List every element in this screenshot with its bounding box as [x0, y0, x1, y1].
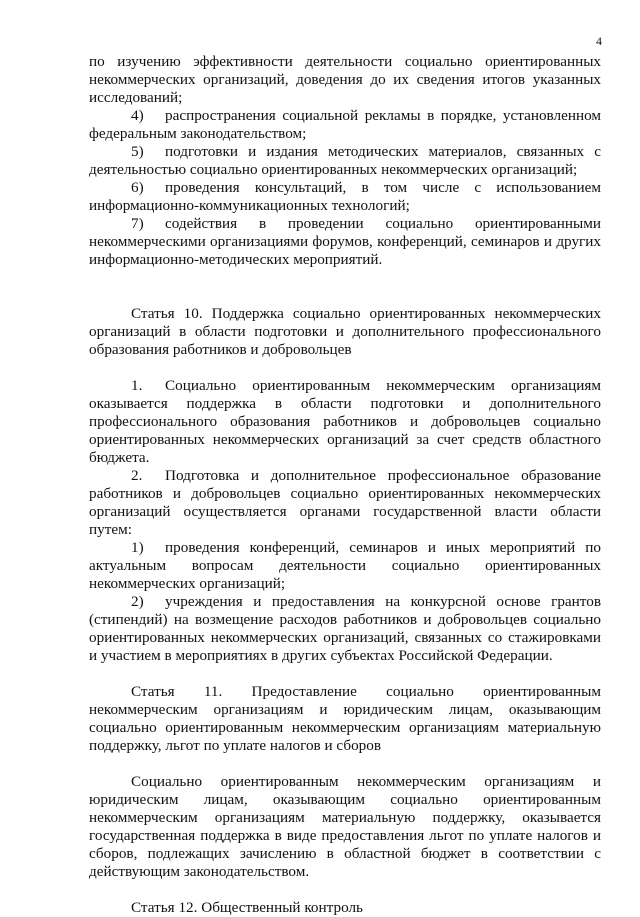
- article-10-heading: Статья 10. Поддержка социально ориентированных некоммерческих организаций в области подготовки и дополнительного профессионального образования работников и добровольцев: [89, 305, 601, 358]
- list-item-text: распространения социальной рекламы в порядке, установленном федеральным законодательством;: [89, 107, 601, 142]
- paragraph-number: 1.: [131, 377, 143, 394]
- article-12-heading: Статья 12. Общественный контроль: [131, 899, 363, 916]
- document-body: [89, 53, 601, 917]
- article-11-body: Социально ориентированным некоммерческим организациям и юридическим лицам, оказывающим социально ориентированным некоммерческим организациям материальную поддержку, оказывается государственная поддержка в виде предоставления льгот по уплате налогов и сборов, подлежащих зачислению в областной бюджет в соответствии с действующим законодательством.: [89, 773, 601, 880]
- list-item-text: проведения конференций, семинаров и иных мероприятий по актуальным вопросам деятельности социально ориентированных некоммерческих организаций;: [89, 539, 601, 592]
- list-item-number: 7): [131, 215, 144, 232]
- page-number: 4: [596, 34, 602, 48]
- continuation-paragraph: по изучению эффективности деятельности социально ориентированных некоммерческих организаций, доведения до их сведения итогов указанных исследований;: [89, 53, 601, 106]
- list-item: [89, 539, 601, 593]
- list-item: [89, 143, 601, 179]
- article-10-paragraph: [89, 467, 601, 539]
- paragraph-text: Подготовка и дополнительное профессиональное образование работников и добровольцев социально ориентированных некоммерческих организаций осуществляется органами государственной власти области путем:: [89, 467, 601, 538]
- list-item-number: 2): [131, 593, 144, 610]
- list-item: [89, 215, 601, 269]
- list-item: [89, 107, 601, 143]
- article-10-paragraph: [89, 377, 601, 467]
- paragraph-number: 2.: [131, 467, 143, 484]
- list-item-text: подготовки и издания методических материалов, связанных с деятельностью социально ориентированных некоммерческих организаций;: [89, 143, 601, 178]
- article-11-heading: Статья 11. Предоставление социально ориентированным некоммерческим организациям и юридическим лицам, оказывающим социально ориентированным некоммерческим организациям материальную поддержку, льгот по уплате налогов и сборов: [89, 683, 601, 754]
- list-item-number: 6): [131, 179, 144, 196]
- list-item: [89, 179, 601, 215]
- list-item-number: 1): [131, 539, 144, 556]
- list-item-number: 4): [131, 107, 144, 124]
- paragraph-text: Социально ориентированным некоммерческим организациям оказывается поддержка в области подготовки и дополнительного профессионального образования работников и добровольцев социально ориентированных некоммерческих организаций за счет средств областного бюджета.: [89, 377, 601, 466]
- list-item-text: содействия в проведении социально ориентированными некоммерческими организациями форумов, конференций, семинаров и других информационно-методических мероприятий.: [89, 215, 601, 268]
- list-item-text: проведения консультаций, в том числе с использованием информационно-коммуникационных технологий;: [89, 179, 601, 214]
- list-item: [89, 593, 601, 665]
- list-item-text: учреждения и предоставления на конкурсной основе грантов (стипендий) на возмещение расходов работников и добровольцев социально ориентированных некоммерческих организаций, связанных со стажировками и участием в мероприятиях в других субъектах Российской Федерации.: [89, 593, 601, 664]
- list-item-number: 5): [131, 143, 144, 160]
